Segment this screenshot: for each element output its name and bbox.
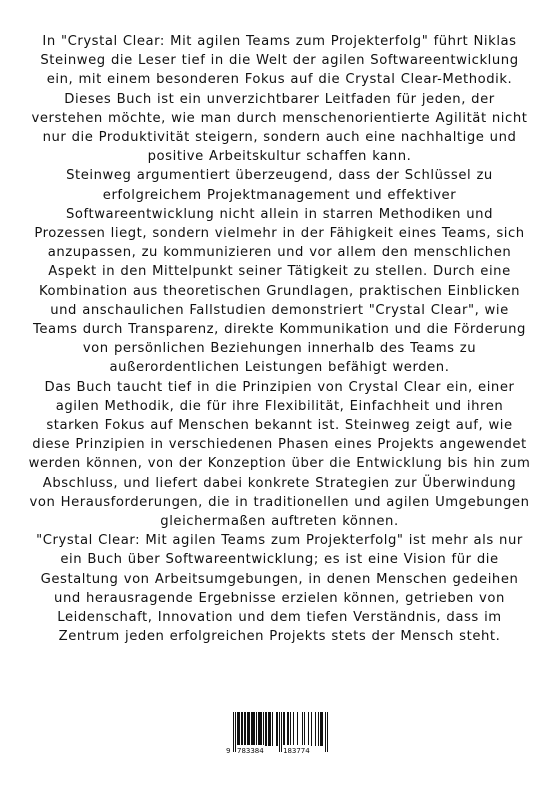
barcode-bar [260, 712, 261, 746]
isbn-barcode [225, 710, 330, 762]
barcode-bar [320, 712, 321, 746]
barcode-bar [266, 712, 267, 746]
barcode-bar [269, 712, 270, 746]
barcode-bar [272, 712, 273, 746]
barcode-bar [254, 712, 255, 746]
barcode-bar [252, 712, 253, 746]
barcode-bar [263, 712, 264, 746]
blurb-paragraph-4: "Crystal Clear: Mit agilen Teams zum Projekterfolg" ist mehr als nur ein Buch über Softwareentwicklung; es ist eine Vision für die Gestaltung von Arbeitsumgebungen, in denen Menschen gedeihen und herausragende Ergebnisse erzielen können, getrieben von Leidenschaft, Innovation und dem tiefen Verständnis, dass im Zentrum jeden erfolgreichen Projekts stets der Mensch steht. [36, 533, 523, 645]
barcode-bar [248, 712, 249, 746]
book-blurb [28, 32, 531, 647]
barcode-bar [284, 712, 285, 746]
barcode-bar [288, 712, 289, 746]
barcode-bar [287, 712, 288, 746]
blurb-paragraph-2: Steinweg argumentiert überzeugend, dass der Schlüssel zu erfolgreichem Projektmanagement und effektiver Softwareentwicklung nicht allein in starren Methodiken und Prozessen liegt, sondern vielmehr in der Fähigkeit eines Teams, sich anzupassen, zu kommunizieren und vor allem den menschlichen Aspekt in den Mittelpunkt seiner Tätigkeit zu stellen. Durch eine Kombination aus theoretischen Grundlagen, praktischen Einblicken und anschaulichen Fallstudien demonstriert "Crystal Clear", wie Teams durch Transparenz, direkte Kommunikation und die Förderung von persönlichen Beziehungen innerhalb des Teams zu außerordentlichen Leistungen befähigt werden. [33, 168, 526, 376]
barcode-bar [237, 712, 238, 746]
barcode-bar [265, 712, 266, 746]
barcode-bar [259, 712, 260, 746]
barcode-bar [253, 712, 254, 746]
barcode-bar [283, 712, 284, 746]
barcode-bar [293, 712, 294, 746]
barcode-bar [270, 712, 271, 746]
barcode-bar [297, 712, 298, 746]
isbn-number [225, 745, 330, 757]
barcode-bar [241, 712, 242, 746]
barcode-bar [249, 712, 250, 746]
barcode-bar [321, 712, 322, 746]
barcode-bar [261, 712, 262, 746]
barcode-bar [247, 712, 248, 746]
barcode-bar [251, 712, 252, 746]
barcode-bar [322, 712, 323, 746]
barcode-bar [315, 712, 316, 746]
barcode-bar [238, 712, 239, 746]
barcode-bar [245, 712, 246, 746]
barcode-bar [318, 712, 319, 746]
barcode-bar [308, 712, 309, 746]
barcode-bar [276, 712, 277, 746]
barcode-bar [242, 712, 243, 746]
blurb-paragraph-1: In "Crystal Clear: Mit agilen Teams zum Projekterfolg" führt Niklas Steinweg die Leser tief in die Welt der agilen Softwareentwicklung ein, mit einem besonderen Fokus auf die Crystal Clear-Methodik. Dieses Buch ist ein unverzichtbarer Leitfaden für jeden, der verstehen möchte, wie man durch menschenorientierte Agilität nicht nur die Produktivität steigern, sondern auch eine nachhaltige und positive Arbeitskultur schaffen kann. [31, 34, 528, 165]
barcode-bar [290, 712, 291, 746]
barcode-bar [244, 712, 245, 746]
barcode-bar [258, 712, 259, 746]
isbn-first-digit: 9 [226, 746, 231, 755]
barcode-bar [302, 712, 303, 746]
isbn-right-digits: 183774 [283, 746, 310, 755]
barcode-bar [311, 712, 312, 746]
barcode-bar [304, 712, 305, 746]
barcode-bar [239, 712, 240, 746]
blurb-paragraph-3: Das Buch taucht tief in die Prinzipien von Crystal Clear ein, einer agilen Methodik, die für ihre Flexibilität, Einfachheit und ihren starken Fokus auf Menschen bekannt ist. Steinweg zeigt auf, wie diese Prinzipien in verschiedenen Phasen eines Projekts angewendet werden können, von der Konzeption über die Entwicklung bis hin zum Abschluss, und liefert dabei konkrete Strategien zur Überwindung von Herausforderungen, die in traditionellen und agilen Umgebungen gleichermaßen auftreten können. [28, 379, 531, 530]
barcode-bar [277, 712, 278, 746]
isbn-left-digits: 783384 [237, 746, 264, 755]
barcode-bar [256, 712, 257, 746]
barcode-bar [268, 712, 269, 746]
